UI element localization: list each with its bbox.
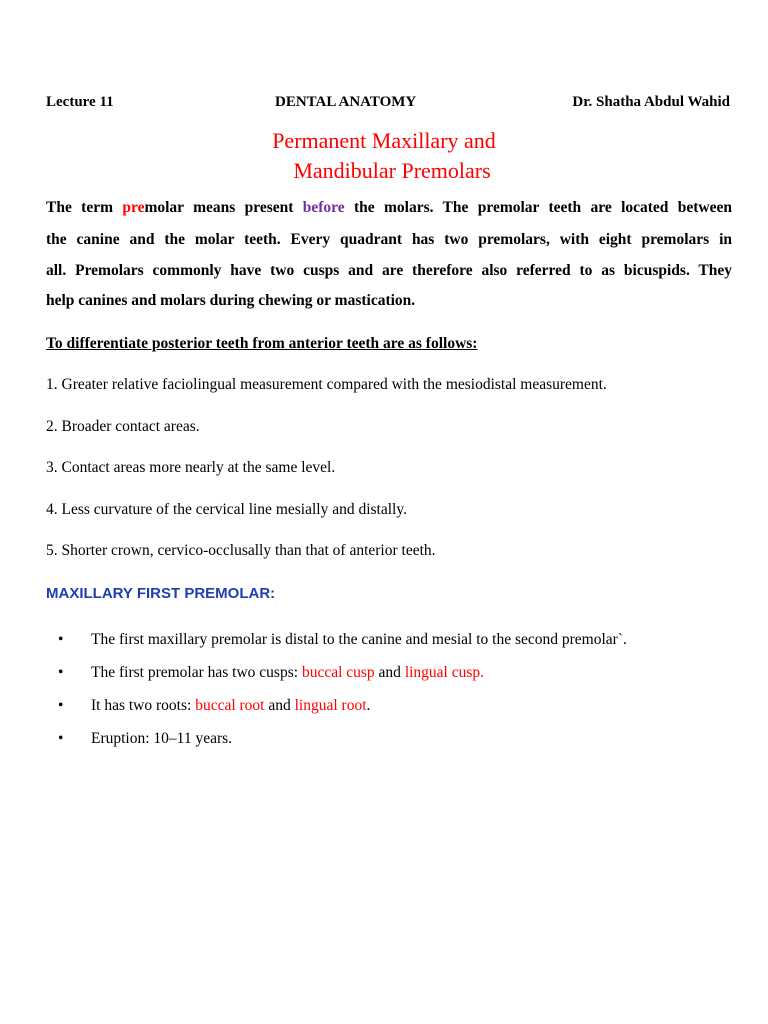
bullet-4: • Eruption: 10–11 years. [58,730,233,747]
point-3: 3. Contact areas more nearly at the same level. [46,459,336,476]
bullet-2: • The first premolar has two cusps: buccal cusp and lingual cusp. [58,664,485,681]
title-line-2: Mandibular Premolars [293,158,491,183]
header-lecture: Lecture 11 [46,94,114,110]
header-author: Dr. Shatha Abdul Wahid [572,94,730,110]
intro-line-2: the canine and the molar teeth. Every quadrant has two premolars, with eight premolars in [46,231,732,248]
bullet-3: • It has two roots: buccal root and lingual root. [58,697,371,714]
bullet-1: • The first maxillary premolar is distal to the canine and mesial to the second premolar`. [58,631,627,648]
bullet-icon: • [58,730,64,747]
title-line-1: Permanent Maxillary and [272,128,496,153]
point-5: 5. Shorter crown, cervico-occlusally than that of anterior teeth. [46,542,436,559]
intro-line-3: all. Premolars commonly have two cusps and are therefore also referred to as bicuspids. They [46,262,732,279]
bullet-icon: • [58,664,64,681]
point-4: 4. Less curvature of the cervical line mesially and distally. [46,501,407,518]
header-subject: DENTAL ANATOMY [275,94,417,110]
intro-line-1: The term premolar means present before the molars. The premolar teeth are located between [46,199,732,216]
section-heading: MAXILLARY FIRST PREMOLAR: [46,585,276,602]
point-1: 1. Greater relative faciolingual measurement compared with the mesiodistal measurement. [46,376,607,393]
bullet-icon: • [58,631,64,648]
point-2: 2. Broader contact areas. [46,418,200,435]
bullet-icon: • [58,697,64,714]
subheading: To differentiate posterior teeth from anterior teeth are as follows: [46,335,478,352]
intro-line-4: help canines and molars during chewing or mastication. [46,292,416,309]
